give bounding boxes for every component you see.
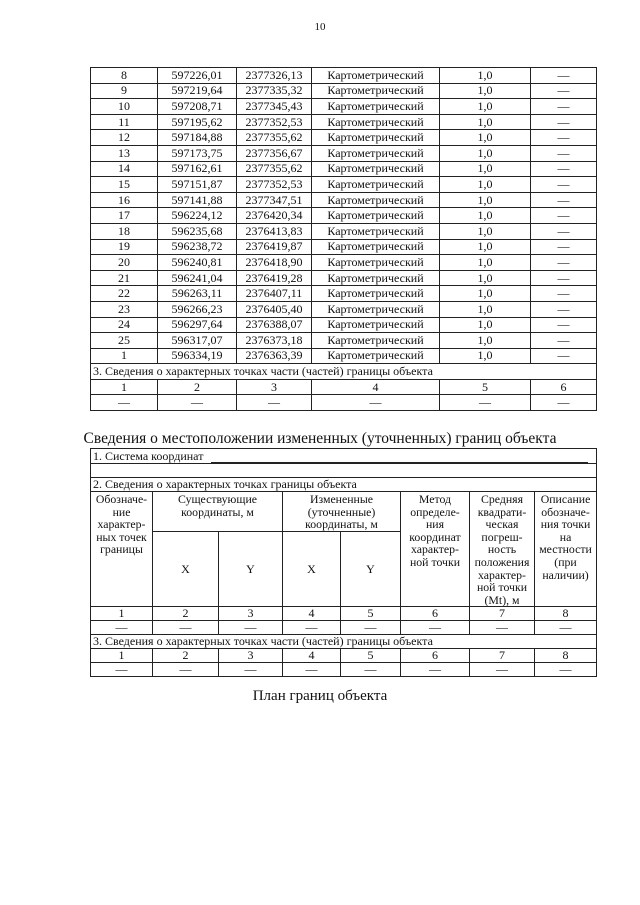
cell-description: — bbox=[531, 239, 597, 255]
cell-method: Картометрический bbox=[312, 301, 440, 317]
cell-description: — bbox=[531, 223, 597, 239]
column-number-cell: 3 bbox=[237, 379, 312, 395]
cell-x: 597208,71 bbox=[158, 99, 237, 115]
cell-description: — bbox=[531, 192, 597, 208]
cell-y: 2377347,51 bbox=[237, 192, 312, 208]
column-number-cell: 8 bbox=[535, 649, 597, 663]
dash-cell: — bbox=[219, 663, 283, 677]
dash-cell: — bbox=[470, 663, 535, 677]
cell-y: 2377352,53 bbox=[237, 177, 312, 193]
cell-y: 2376405,40 bbox=[237, 301, 312, 317]
dash-cell: — bbox=[237, 395, 312, 411]
cell-y: 2377335,32 bbox=[237, 83, 312, 99]
dash-cell: — bbox=[531, 395, 597, 411]
dash-cell: — bbox=[312, 395, 440, 411]
cell-y: 2376388,07 bbox=[237, 317, 312, 333]
cell-accuracy: 1,0 bbox=[440, 83, 531, 99]
cell-method: Картометрический bbox=[312, 145, 440, 161]
blank-cell bbox=[91, 464, 597, 478]
cell-point: 25 bbox=[91, 333, 158, 349]
cell-description: — bbox=[531, 255, 597, 271]
cell-method: Картометрический bbox=[312, 99, 440, 115]
plan-title: План границ объекта bbox=[252, 688, 388, 704]
coord-system-row bbox=[91, 449, 597, 464]
dash-cell: — bbox=[91, 663, 153, 677]
column-number-cell: 7 bbox=[470, 607, 535, 621]
column-numbers-row bbox=[91, 607, 597, 621]
cell-x: 597151,87 bbox=[158, 177, 237, 193]
cell-description: — bbox=[531, 68, 597, 84]
cell-x: 597141,88 bbox=[158, 192, 237, 208]
cell-x: 597226,01 bbox=[158, 68, 237, 84]
cell-accuracy: 1,0 bbox=[440, 99, 531, 115]
cell-description: — bbox=[531, 348, 597, 364]
cell-y: 2376419,28 bbox=[237, 270, 312, 286]
dash-cell: — bbox=[153, 663, 219, 677]
header-accuracy: Средняя квадрати- ческая погреш- ность положения характер- ной точки (Mt), м bbox=[470, 492, 535, 607]
header-method: Метод определе- ния координат характер- ной точки bbox=[401, 492, 470, 607]
table-row bbox=[91, 270, 597, 286]
column-number-cell: 6 bbox=[401, 649, 470, 663]
column-number-cell: 2 bbox=[153, 607, 219, 621]
table-row bbox=[91, 161, 597, 177]
cell-accuracy: 1,0 bbox=[440, 301, 531, 317]
column-number-cell: 6 bbox=[401, 607, 470, 621]
table-row bbox=[91, 223, 597, 239]
cell-point: 12 bbox=[91, 130, 158, 146]
table-row bbox=[91, 255, 597, 271]
column-number-cell: 4 bbox=[283, 649, 341, 663]
dash-cell: — bbox=[153, 621, 219, 635]
cell-accuracy: 1,0 bbox=[440, 145, 531, 161]
cell-point: 15 bbox=[91, 177, 158, 193]
cell-point: 17 bbox=[91, 208, 158, 224]
dash-cell: — bbox=[158, 395, 237, 411]
dash-cell: — bbox=[535, 663, 597, 677]
cell-point: 18 bbox=[91, 223, 158, 239]
cell-x: 597219,64 bbox=[158, 83, 237, 99]
cell-accuracy: 1,0 bbox=[440, 255, 531, 271]
cell-y: 2377355,62 bbox=[237, 161, 312, 177]
coord-system-label: 1. Система координат bbox=[93, 448, 204, 463]
cell-accuracy: 1,0 bbox=[440, 223, 531, 239]
cell-description: — bbox=[531, 177, 597, 193]
dash-cell: — bbox=[401, 663, 470, 677]
cell-accuracy: 1,0 bbox=[440, 177, 531, 193]
cell-y: 2377352,53 bbox=[237, 114, 312, 130]
cell-y: 2376373,18 bbox=[237, 333, 312, 349]
column-number-cell: 5 bbox=[341, 607, 401, 621]
column-number-cell: 5 bbox=[440, 379, 531, 395]
cell-y: 2376407,11 bbox=[237, 286, 312, 302]
section-heading: Сведения о местоположении измененных (уточненных) границ объекта bbox=[83, 430, 557, 447]
table-row bbox=[91, 239, 597, 255]
table-row bbox=[91, 130, 597, 146]
cell-description: — bbox=[531, 208, 597, 224]
cell-point: 21 bbox=[91, 270, 158, 286]
cell-method: Картометрический bbox=[312, 130, 440, 146]
column-number-cell: 3 bbox=[219, 607, 283, 621]
cell-x: 596238,72 bbox=[158, 239, 237, 255]
dash-cell: — bbox=[341, 621, 401, 635]
table-row bbox=[91, 286, 597, 302]
cell-point: 16 bbox=[91, 192, 158, 208]
cell-accuracy: 1,0 bbox=[440, 208, 531, 224]
table-row bbox=[91, 333, 597, 349]
header-row bbox=[91, 492, 597, 532]
section-row bbox=[91, 478, 597, 492]
table-row bbox=[91, 99, 597, 115]
dash-cell: — bbox=[91, 395, 158, 411]
cell-x: 596297,64 bbox=[158, 317, 237, 333]
cell-point: 11 bbox=[91, 114, 158, 130]
cell-method: Картометрический bbox=[312, 333, 440, 349]
section2-title: 2. Сведения о характерных точках границы объекта bbox=[91, 478, 597, 492]
cell-accuracy: 1,0 bbox=[440, 161, 531, 177]
dash-row bbox=[91, 663, 597, 677]
table-row bbox=[91, 348, 597, 364]
cell-method: Картометрический bbox=[312, 208, 440, 224]
cell-description: — bbox=[531, 270, 597, 286]
cell-method: Картометрический bbox=[312, 255, 440, 271]
cell-description: — bbox=[531, 99, 597, 115]
page-number: 10 bbox=[314, 21, 326, 33]
column-number-cell: 7 bbox=[470, 649, 535, 663]
cell-x: 596235,68 bbox=[158, 223, 237, 239]
cell-accuracy: 1,0 bbox=[440, 333, 531, 349]
cell-description: — bbox=[531, 161, 597, 177]
header-description: Описание обозначе- ния точки на местности (при наличии) bbox=[535, 492, 597, 607]
cell-method: Картометрический bbox=[312, 239, 440, 255]
column-number-cell: 4 bbox=[283, 607, 341, 621]
column-numbers-row bbox=[91, 379, 597, 395]
table-body bbox=[91, 68, 597, 364]
cell-y: 2376420,34 bbox=[237, 208, 312, 224]
column-number-cell: 5 bbox=[341, 649, 401, 663]
column-number-cell: 6 bbox=[531, 379, 597, 395]
cell-point: 22 bbox=[91, 286, 158, 302]
cell-description: — bbox=[531, 114, 597, 130]
section-row bbox=[91, 635, 597, 649]
cell-description: — bbox=[531, 286, 597, 302]
cell-accuracy: 1,0 bbox=[440, 317, 531, 333]
cell-method: Картометрический bbox=[312, 177, 440, 193]
cell-point: 14 bbox=[91, 161, 158, 177]
dash-row bbox=[91, 621, 597, 635]
table-row bbox=[91, 68, 597, 84]
cell-description: — bbox=[531, 83, 597, 99]
boundary-points-table bbox=[90, 67, 597, 411]
dash-cell: — bbox=[535, 621, 597, 635]
cell-description: — bbox=[531, 317, 597, 333]
table-row bbox=[91, 114, 597, 130]
header-changed-coords: Измененные (уточненные) координаты, м bbox=[283, 492, 401, 532]
table-row bbox=[91, 83, 597, 99]
header-existing-y: Y bbox=[219, 532, 283, 607]
dash-cell: — bbox=[470, 621, 535, 635]
dash-row bbox=[91, 395, 597, 411]
cell-description: — bbox=[531, 130, 597, 146]
table-row bbox=[91, 208, 597, 224]
cell-method: Картометрический bbox=[312, 270, 440, 286]
column-numbers-row bbox=[91, 649, 597, 663]
cell-point: 1 bbox=[91, 348, 158, 364]
cell-x: 597195,62 bbox=[158, 114, 237, 130]
dash-cell: — bbox=[283, 621, 341, 635]
column-number-cell: 4 bbox=[312, 379, 440, 395]
cell-y: 2377326,13 bbox=[237, 68, 312, 84]
dash-cell: — bbox=[341, 663, 401, 677]
section3-title: 3. Сведения о характерных точках части (частей) границы объекта bbox=[91, 364, 597, 380]
cell-point: 8 bbox=[91, 68, 158, 84]
table-row bbox=[91, 145, 597, 161]
column-number-cell: 8 bbox=[535, 607, 597, 621]
cell-y: 2377356,67 bbox=[237, 145, 312, 161]
cell-method: Картометрический bbox=[312, 83, 440, 99]
coord-system-cell bbox=[91, 449, 597, 464]
cell-y: 2377345,43 bbox=[237, 99, 312, 115]
cell-y: 2377355,62 bbox=[237, 130, 312, 146]
table-row bbox=[91, 177, 597, 193]
cell-y: 2376418,90 bbox=[237, 255, 312, 271]
section3-title: 3. Сведения о характерных точках части (частей) границы объекта bbox=[91, 635, 597, 649]
section-row bbox=[91, 364, 597, 380]
column-number-cell: 2 bbox=[153, 649, 219, 663]
cell-method: Картометрический bbox=[312, 223, 440, 239]
cell-point: 10 bbox=[91, 99, 158, 115]
cell-method: Картометрический bbox=[312, 161, 440, 177]
header-point-designation: Обозначе- ние характер- ных точек границы bbox=[91, 492, 153, 607]
cell-y: 2376363,39 bbox=[237, 348, 312, 364]
column-number-cell: 1 bbox=[91, 607, 153, 621]
cell-y: 2376419,87 bbox=[237, 239, 312, 255]
cell-method: Картометрический bbox=[312, 114, 440, 130]
dash-cell: — bbox=[440, 395, 531, 411]
cell-point: 20 bbox=[91, 255, 158, 271]
header-changed-x: X bbox=[283, 532, 341, 607]
cell-accuracy: 1,0 bbox=[440, 239, 531, 255]
cell-accuracy: 1,0 bbox=[440, 286, 531, 302]
cell-point: 13 bbox=[91, 145, 158, 161]
table-row bbox=[91, 301, 597, 317]
cell-description: — bbox=[531, 145, 597, 161]
cell-accuracy: 1,0 bbox=[440, 68, 531, 84]
table-row bbox=[91, 192, 597, 208]
cell-point: 23 bbox=[91, 301, 158, 317]
cell-x: 596266,23 bbox=[158, 301, 237, 317]
cell-x: 596241,04 bbox=[158, 270, 237, 286]
coord-system-blank-line bbox=[211, 452, 588, 463]
column-number-cell: 2 bbox=[158, 379, 237, 395]
table-row bbox=[91, 317, 597, 333]
cell-method: Картометрический bbox=[312, 286, 440, 302]
dash-cell: — bbox=[401, 621, 470, 635]
cell-point: 24 bbox=[91, 317, 158, 333]
column-number-cell: 3 bbox=[219, 649, 283, 663]
cell-x: 596317,07 bbox=[158, 333, 237, 349]
dash-cell: — bbox=[283, 663, 341, 677]
dash-cell: — bbox=[219, 621, 283, 635]
cell-x: 596240,81 bbox=[158, 255, 237, 271]
cell-point: 19 bbox=[91, 239, 158, 255]
header-changed-y: Y bbox=[341, 532, 401, 607]
column-number-cell: 1 bbox=[91, 379, 158, 395]
cell-point: 9 bbox=[91, 83, 158, 99]
cell-description: — bbox=[531, 333, 597, 349]
cell-method: Картометрический bbox=[312, 192, 440, 208]
dash-cell: — bbox=[91, 621, 153, 635]
cell-x: 597173,75 bbox=[158, 145, 237, 161]
cell-description: — bbox=[531, 301, 597, 317]
cell-x: 596334,19 bbox=[158, 348, 237, 364]
cell-accuracy: 1,0 bbox=[440, 130, 531, 146]
cell-x: 596224,12 bbox=[158, 208, 237, 224]
cell-method: Картометрический bbox=[312, 348, 440, 364]
cell-x: 597162,61 bbox=[158, 161, 237, 177]
cell-accuracy: 1,0 bbox=[440, 270, 531, 286]
blank-row bbox=[91, 464, 597, 478]
header-existing-coords: Существующие координаты, м bbox=[153, 492, 283, 532]
changed-boundaries-table bbox=[90, 448, 597, 677]
header-existing-x: X bbox=[153, 532, 219, 607]
cell-accuracy: 1,0 bbox=[440, 114, 531, 130]
cell-y: 2376413,83 bbox=[237, 223, 312, 239]
cell-accuracy: 1,0 bbox=[440, 192, 531, 208]
column-number-cell: 1 bbox=[91, 649, 153, 663]
cell-method: Картометрический bbox=[312, 68, 440, 84]
cell-method: Картометрический bbox=[312, 317, 440, 333]
cell-accuracy: 1,0 bbox=[440, 348, 531, 364]
cell-x: 596263,11 bbox=[158, 286, 237, 302]
cell-x: 597184,88 bbox=[158, 130, 237, 146]
